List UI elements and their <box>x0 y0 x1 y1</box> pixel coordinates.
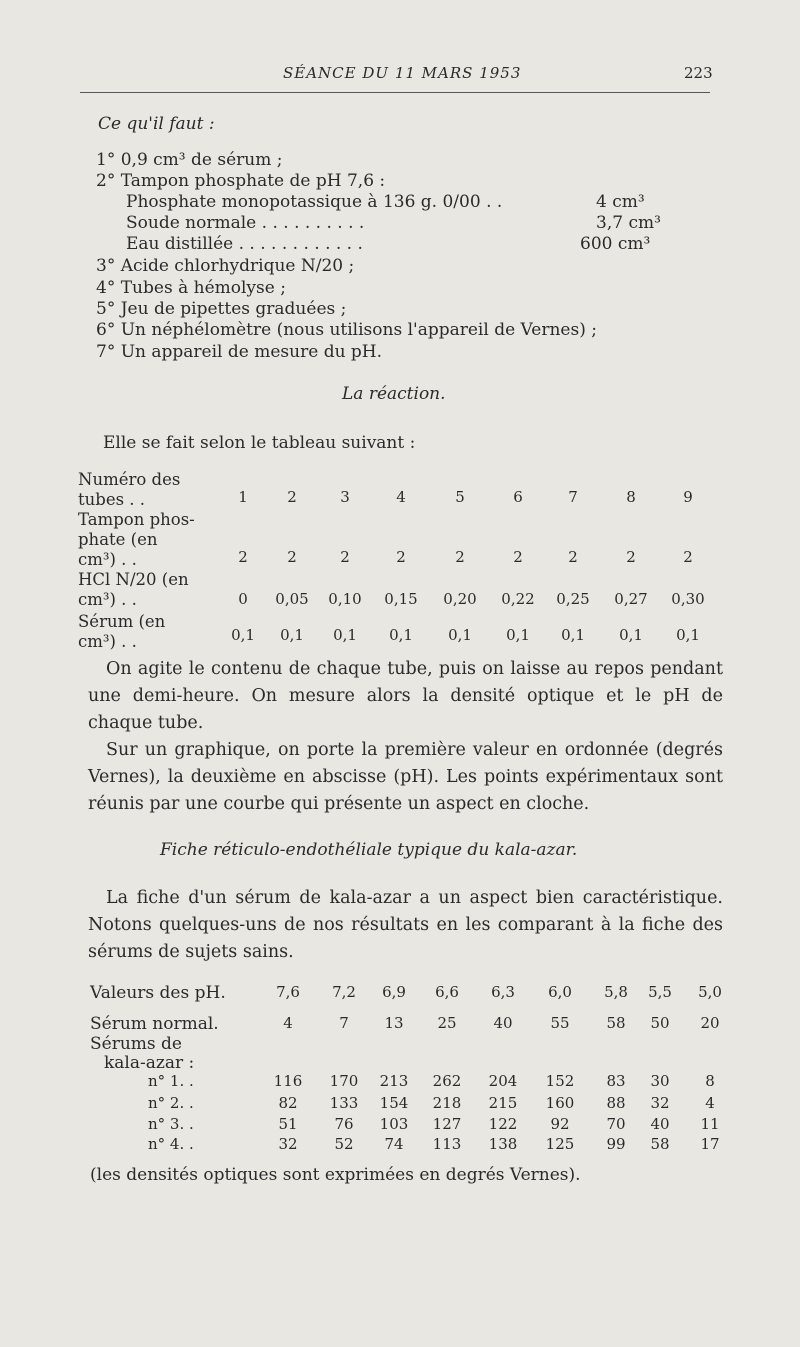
material-item-7: 7° Un appareil de mesure du pH. <box>96 342 383 362</box>
tube-cell: 0 <box>238 590 248 608</box>
patient-value: 17 <box>700 1135 720 1153</box>
section-heading-reaction: La réaction. <box>342 384 446 404</box>
buffer-part-label: Soude normale . . . . . . . . . . <box>126 213 365 233</box>
footnote: (les densités optiques sont exprimées en degrés Vernes). <box>90 1165 581 1185</box>
material-item-2: 2° Tampon phosphate de pH 7,6 : <box>96 171 386 191</box>
normal-serum-value: 40 <box>493 1014 513 1032</box>
patient-value: 51 <box>278 1115 298 1133</box>
ph-value: 7,6 <box>276 983 300 1001</box>
patient-value: 218 <box>432 1094 462 1112</box>
normal-serum-value: 4 <box>283 1014 293 1032</box>
tube-cell: 0,15 <box>384 590 418 608</box>
material-item-5: 5° Jeu de pipettes graduées ; <box>96 299 347 319</box>
patient-value: 122 <box>488 1115 518 1133</box>
tube-cell: 0,1 <box>561 626 585 644</box>
tube-cell: 0,1 <box>389 626 413 644</box>
patient-value: 125 <box>545 1135 575 1153</box>
patient-value: 92 <box>550 1115 570 1133</box>
running-header: SÉANCE DU 11 MARS 1953 <box>283 64 522 82</box>
patient-value: 88 <box>606 1094 626 1112</box>
tube-cell: 6 <box>513 488 523 506</box>
tube-cell: 0,22 <box>501 590 535 608</box>
tube-cell: 2 <box>455 548 465 566</box>
ph-row-label: Valeurs des pH. <box>90 983 226 1003</box>
patient-value: 40 <box>650 1115 670 1133</box>
patient-value: 82 <box>278 1094 298 1112</box>
patient-value: 170 <box>329 1072 359 1090</box>
patient-value: 160 <box>545 1094 575 1112</box>
tube-cell: 2 <box>396 548 406 566</box>
normal-serum-value: 20 <box>700 1014 720 1032</box>
kala-azar-group-label: Sérums de <box>90 1034 182 1054</box>
tube-cell: 2 <box>626 548 636 566</box>
ph-value: 6,0 <box>548 983 572 1001</box>
tube-cell: 0,1 <box>506 626 530 644</box>
tube-cell: 0,1 <box>280 626 304 644</box>
patient-value: 133 <box>329 1094 359 1112</box>
normal-serum-value: 55 <box>550 1014 570 1032</box>
ph-value: 5,0 <box>698 983 722 1001</box>
paragraph-procedure: On agite le contenu de chaque tube, puis on laisse au repos pendant une demi-heure. On mesure alors la densité optique et le pH de chaque tube. <box>88 659 723 733</box>
material-item-1: 1° 0,9 cm³ de sérum ; <box>96 150 283 170</box>
tube-row-label: cm³) . . <box>78 550 137 569</box>
tube-cell: 4 <box>396 488 406 506</box>
tube-row-label: tubes . . <box>78 490 146 509</box>
normal-serum-value: 58 <box>606 1014 626 1032</box>
normal-serum-value: 25 <box>437 1014 457 1032</box>
tube-cell: 2 <box>683 548 693 566</box>
normal-serum-value: 13 <box>384 1014 404 1032</box>
tube-cell: 2 <box>568 548 578 566</box>
tube-row-label: Tampon phos- <box>78 510 195 529</box>
tube-cell: 2 <box>238 548 248 566</box>
patient-label: n° 2. . <box>148 1094 194 1112</box>
tube-cell: 7 <box>568 488 578 506</box>
tube-cell: 0,20 <box>443 590 477 608</box>
tube-cell: 0,1 <box>231 626 255 644</box>
reaction-intro: Elle se fait selon le tableau suivant : <box>103 433 416 453</box>
tube-cell: 2 <box>513 548 523 566</box>
tube-row-label: HCl N/20 (en <box>78 570 189 589</box>
tube-cell: 1 <box>238 488 248 506</box>
patient-value: 262 <box>432 1072 462 1090</box>
tube-cell: 2 <box>287 488 297 506</box>
patient-value: 11 <box>700 1115 720 1133</box>
ph-value: 5,5 <box>648 983 672 1001</box>
tube-cell: 0,1 <box>333 626 357 644</box>
tube-cell: 5 <box>455 488 465 506</box>
patient-value: 138 <box>488 1135 518 1153</box>
buffer-part-label: Eau distillée . . . . . . . . . . . . <box>126 234 363 254</box>
tube-cell: 9 <box>683 488 693 506</box>
paragraph-kala-azar: La fiche d'un sérum de kala-azar a un aspect bien caractéristique. Notons quelques-uns de nos résultats en les comparant à la fiche des sérums de sujets sains. <box>88 888 723 962</box>
buffer-part-qty: 3,7 cm³ <box>596 213 661 233</box>
patient-value: 4 <box>705 1094 715 1112</box>
tube-cell: 0,1 <box>619 626 643 644</box>
normal-serum-label: Sérum normal. <box>90 1014 219 1034</box>
tube-row-label: cm³) . . <box>78 632 137 651</box>
patient-value: 32 <box>278 1135 298 1153</box>
tube-cell: 8 <box>626 488 636 506</box>
section-heading-materials: Ce qu'il faut : <box>98 114 215 134</box>
tube-cell: 0,05 <box>275 590 309 608</box>
normal-serum-value: 50 <box>650 1014 670 1032</box>
tube-cell: 2 <box>340 548 350 566</box>
patient-value: 83 <box>606 1072 626 1090</box>
patient-value: 99 <box>606 1135 626 1153</box>
patient-value: 154 <box>379 1094 409 1112</box>
patient-value: 103 <box>379 1115 409 1133</box>
patient-label: n° 4. . <box>148 1135 194 1153</box>
patient-value: 8 <box>705 1072 715 1090</box>
kala-azar-group-label: kala-azar : <box>104 1053 195 1073</box>
tube-cell: 0,25 <box>556 590 590 608</box>
tube-cell: 0,1 <box>448 626 472 644</box>
tube-cell: 0,10 <box>328 590 362 608</box>
ph-value: 7,2 <box>332 983 356 1001</box>
kala-azar-paragraph-block <box>88 885 723 966</box>
header-rule <box>80 92 710 93</box>
reaction-paragraphs <box>88 656 723 818</box>
ph-value: 6,3 <box>491 983 515 1001</box>
patient-label: n° 3. . <box>148 1115 194 1133</box>
tube-row-label: Numéro des <box>78 470 181 489</box>
patient-value: 52 <box>334 1135 354 1153</box>
patient-value: 70 <box>606 1115 626 1133</box>
material-item-6: 6° Un néphélomètre (nous utilisons l'appareil de Vernes) ; <box>96 320 597 340</box>
patient-value: 76 <box>334 1115 354 1133</box>
patient-value: 58 <box>650 1135 670 1153</box>
patient-value: 113 <box>432 1135 462 1153</box>
tube-cell: 0,27 <box>614 590 648 608</box>
paragraph-graph: Sur un graphique, on porte la première valeur en ordonnée (degrés Vernes), la deuxième en abscisse (pH). Les points expérimentaux sont réunis par une courbe qui présente un aspect en cloche. <box>88 740 723 814</box>
patient-value: 215 <box>488 1094 518 1112</box>
patient-value: 152 <box>545 1072 575 1090</box>
tube-cell: 3 <box>340 488 350 506</box>
tube-cell: 2 <box>287 548 297 566</box>
patient-value: 32 <box>650 1094 670 1112</box>
section-heading-kala-azar: Fiche réticulo-endothéliale typique du kala-azar. <box>160 840 578 860</box>
normal-serum-value: 7 <box>339 1014 349 1032</box>
patient-value: 116 <box>273 1072 303 1090</box>
patient-value: 74 <box>384 1135 404 1153</box>
buffer-part-qty: 600 cm³ <box>580 234 651 254</box>
buffer-part-label: Phosphate monopotassique à 136 g. 0/00 . . <box>126 192 503 212</box>
patient-label: n° 1. . <box>148 1072 194 1090</box>
patient-value: 204 <box>488 1072 518 1090</box>
ph-value: 6,6 <box>435 983 459 1001</box>
page-number: 223 <box>684 64 713 82</box>
tube-row-label: Sérum (en <box>78 612 166 631</box>
material-item-4: 4° Tubes à hémolyse ; <box>96 278 286 298</box>
buffer-part-qty: 4 cm³ <box>596 192 645 212</box>
patient-value: 30 <box>650 1072 670 1090</box>
tube-row-label: cm³) . . <box>78 590 137 609</box>
patient-value: 127 <box>432 1115 462 1133</box>
material-item-3: 3° Acide chlorhydrique N/20 ; <box>96 256 355 276</box>
patient-value: 213 <box>379 1072 409 1090</box>
tube-cell: 0,1 <box>676 626 700 644</box>
ph-value: 5,8 <box>604 983 628 1001</box>
tube-cell: 0,30 <box>671 590 705 608</box>
ph-value: 6,9 <box>382 983 406 1001</box>
tube-row-label: phate (en <box>78 530 158 549</box>
